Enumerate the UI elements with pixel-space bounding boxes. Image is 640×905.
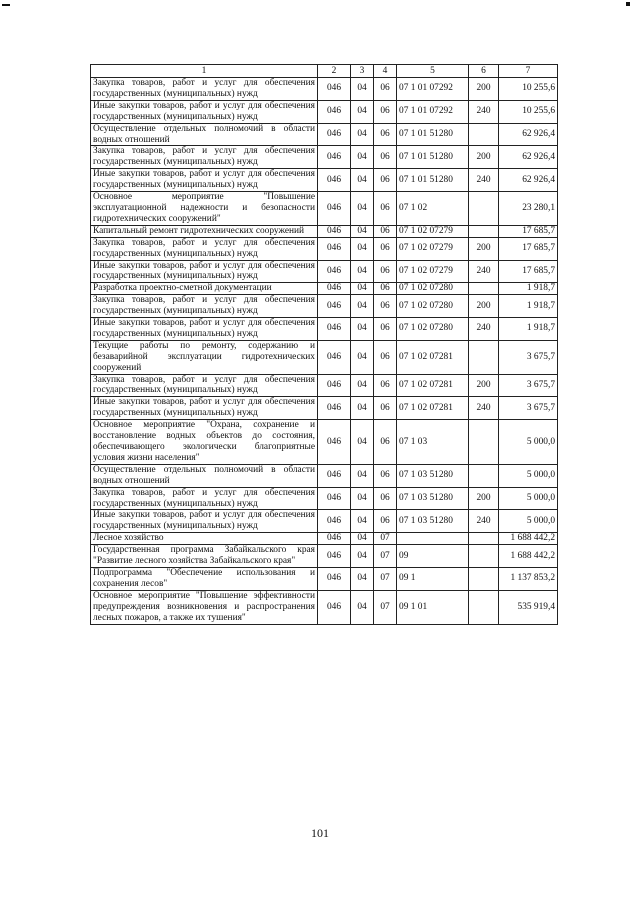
row-amount-cell: 3 675,7 — [499, 397, 558, 420]
table-row — [91, 487, 558, 510]
row-ministry-code-cell: 046 — [318, 567, 351, 590]
table-row — [91, 169, 558, 192]
table-row — [91, 567, 558, 590]
row-ministry-code-cell: 046 — [318, 318, 351, 341]
row-name-cell: Государственная программа Забайкальского края "Развитие лесного хозяйства Забайкальского края" — [91, 545, 318, 568]
row-amount-cell: 1 918,7 — [499, 295, 558, 318]
row-subsection-code-cell: 06 — [374, 237, 397, 260]
table-row — [91, 225, 558, 237]
row-expense-type-cell — [469, 123, 499, 146]
table-row — [91, 260, 558, 283]
row-subsection-code-cell: 06 — [374, 146, 397, 169]
row-name-cell: Закупка товаров, работ и услуг для обеспечения государственных (муниципальных) нужд — [91, 374, 318, 397]
page-number: 101 — [311, 826, 329, 840]
row-ministry-code-cell: 046 — [318, 533, 351, 545]
row-amount-cell: 3 675,7 — [499, 340, 558, 374]
row-target-article-cell: 07 1 02 07279 — [397, 225, 469, 237]
row-amount-cell: 62 926,4 — [499, 123, 558, 146]
row-subsection-code-cell: 06 — [374, 487, 397, 510]
row-name-cell: Иные закупки товаров, работ и услуг для обеспечения государственных (муниципальных) нужд — [91, 510, 318, 533]
table-row — [91, 146, 558, 169]
row-ministry-code-cell: 046 — [318, 420, 351, 465]
row-ministry-code-cell: 046 — [318, 397, 351, 420]
row-subsection-code-cell: 06 — [374, 340, 397, 374]
row-section-code-cell: 04 — [351, 78, 374, 101]
row-amount-cell: 10 255,6 — [499, 100, 558, 123]
row-target-article-cell: 07 1 01 51280 — [397, 123, 469, 146]
row-subsection-code-cell: 06 — [374, 397, 397, 420]
budget-table-container — [90, 64, 557, 625]
row-target-article-cell: 07 1 02 07280 — [397, 295, 469, 318]
row-target-article-cell: 07 1 03 51280 — [397, 487, 469, 510]
column-header: 4 — [374, 65, 397, 78]
row-section-code-cell: 04 — [351, 295, 374, 318]
row-amount-cell: 17 685,7 — [499, 237, 558, 260]
row-section-code-cell: 04 — [351, 192, 374, 226]
row-expense-type-cell — [469, 192, 499, 226]
row-name-cell: Иные закупки товаров, работ и услуг для обеспечения государственных (муниципальных) нужд — [91, 260, 318, 283]
row-name-cell: Разработка проектно-сметной документации — [91, 283, 318, 295]
row-expense-type-cell — [469, 283, 499, 295]
row-subsection-code-cell: 06 — [374, 169, 397, 192]
row-section-code-cell: 04 — [351, 225, 374, 237]
row-name-cell: Закупка товаров, работ и услуг для обеспечения государственных (муниципальных) нужд — [91, 295, 318, 318]
row-section-code-cell: 04 — [351, 397, 374, 420]
row-ministry-code-cell: 046 — [318, 169, 351, 192]
row-ministry-code-cell: 046 — [318, 260, 351, 283]
row-expense-type-cell — [469, 225, 499, 237]
row-name-cell: Основное мероприятие "Повышение эффективности предупреждения возникновения и распространения лесных пожаров, а также их тушения" — [91, 590, 318, 624]
row-subsection-code-cell: 06 — [374, 510, 397, 533]
row-subsection-code-cell: 07 — [374, 567, 397, 590]
row-expense-type-cell — [469, 464, 499, 487]
budget-table — [90, 64, 558, 625]
table-row — [91, 295, 558, 318]
row-section-code-cell: 04 — [351, 340, 374, 374]
row-ministry-code-cell: 046 — [318, 340, 351, 374]
row-subsection-code-cell: 06 — [374, 225, 397, 237]
row-name-cell: Закупка товаров, работ и услуг для обеспечения государственных (муниципальных) нужд — [91, 237, 318, 260]
scan-mark — [2, 4, 10, 6]
row-target-article-cell: 07 1 02 07281 — [397, 397, 469, 420]
row-ministry-code-cell: 046 — [318, 100, 351, 123]
row-section-code-cell: 04 — [351, 567, 374, 590]
table-row — [91, 123, 558, 146]
row-expense-type-cell: 240 — [469, 260, 499, 283]
row-subsection-code-cell: 06 — [374, 100, 397, 123]
row-amount-cell: 10 255,6 — [499, 78, 558, 101]
row-subsection-code-cell: 06 — [374, 260, 397, 283]
row-amount-cell: 3 675,7 — [499, 374, 558, 397]
table-row — [91, 464, 558, 487]
table-row — [91, 192, 558, 226]
row-section-code-cell: 04 — [351, 237, 374, 260]
row-amount-cell: 1 918,7 — [499, 318, 558, 341]
row-target-article-cell: 09 1 — [397, 567, 469, 590]
row-name-cell: Основное мероприятие "Повышение эксплуатационной надежности и безопасности гидротехнических сооружений" — [91, 192, 318, 226]
row-ministry-code-cell: 046 — [318, 237, 351, 260]
row-target-article-cell: 07 1 03 — [397, 420, 469, 465]
column-header: 6 — [469, 65, 499, 78]
row-expense-type-cell — [469, 545, 499, 568]
row-target-article-cell: 07 1 01 07292 — [397, 78, 469, 101]
row-section-code-cell: 04 — [351, 283, 374, 295]
row-subsection-code-cell: 06 — [374, 283, 397, 295]
row-amount-cell: 23 280,1 — [499, 192, 558, 226]
table-row — [91, 545, 558, 568]
row-target-article-cell: 07 1 02 07280 — [397, 283, 469, 295]
row-target-article-cell: 09 1 01 — [397, 590, 469, 624]
row-section-code-cell: 04 — [351, 318, 374, 341]
table-row — [91, 533, 558, 545]
table-row — [91, 340, 558, 374]
row-ministry-code-cell: 046 — [318, 78, 351, 101]
row-expense-type-cell: 240 — [469, 318, 499, 341]
row-expense-type-cell: 240 — [469, 169, 499, 192]
row-name-cell: Иные закупки товаров, работ и услуг для обеспечения государственных (муниципальных) нужд — [91, 397, 318, 420]
row-subsection-code-cell: 06 — [374, 464, 397, 487]
row-target-article-cell: 07 1 01 07292 — [397, 100, 469, 123]
row-amount-cell: 5 000,0 — [499, 510, 558, 533]
table-row — [91, 420, 558, 465]
row-ministry-code-cell: 046 — [318, 545, 351, 568]
row-name-cell: Лесное хозяйство — [91, 533, 318, 545]
row-ministry-code-cell: 046 — [318, 283, 351, 295]
row-expense-type-cell — [469, 567, 499, 590]
row-subsection-code-cell: 06 — [374, 374, 397, 397]
row-section-code-cell: 04 — [351, 146, 374, 169]
row-target-article-cell: 07 1 02 07279 — [397, 237, 469, 260]
row-ministry-code-cell: 046 — [318, 295, 351, 318]
column-header: 1 — [91, 65, 318, 78]
row-section-code-cell: 04 — [351, 533, 374, 545]
row-section-code-cell: 04 — [351, 487, 374, 510]
row-subsection-code-cell: 07 — [374, 590, 397, 624]
row-section-code-cell: 04 — [351, 374, 374, 397]
row-ministry-code-cell: 046 — [318, 192, 351, 226]
scan-mark — [626, 2, 630, 6]
row-name-cell: Иные закупки товаров, работ и услуг для обеспечения государственных (муниципальных) нужд — [91, 100, 318, 123]
row-subsection-code-cell: 07 — [374, 533, 397, 545]
row-target-article-cell: 07 1 01 51280 — [397, 146, 469, 169]
row-name-cell: Иные закупки товаров, работ и услуг для обеспечения государственных (муниципальных) нужд — [91, 169, 318, 192]
row-section-code-cell: 04 — [351, 169, 374, 192]
row-expense-type-cell: 200 — [469, 374, 499, 397]
table-row — [91, 397, 558, 420]
row-section-code-cell: 04 — [351, 545, 374, 568]
row-ministry-code-cell: 046 — [318, 374, 351, 397]
row-target-article-cell — [397, 533, 469, 545]
row-name-cell: Закупка товаров, работ и услуг для обеспечения государственных (муниципальных) нужд — [91, 487, 318, 510]
row-name-cell: Осуществление отдельных полномочий в области водных отношений — [91, 464, 318, 487]
table-row — [91, 78, 558, 101]
row-subsection-code-cell: 06 — [374, 123, 397, 146]
row-expense-type-cell: 240 — [469, 510, 499, 533]
table-row — [91, 100, 558, 123]
row-subsection-code-cell: 07 — [374, 545, 397, 568]
row-target-article-cell: 07 1 02 07280 — [397, 318, 469, 341]
row-section-code-cell: 04 — [351, 100, 374, 123]
column-header: 3 — [351, 65, 374, 78]
row-ministry-code-cell: 046 — [318, 464, 351, 487]
table-row — [91, 590, 558, 624]
row-expense-type-cell: 240 — [469, 397, 499, 420]
row-subsection-code-cell: 06 — [374, 192, 397, 226]
table-row — [91, 283, 558, 295]
row-amount-cell: 5 000,0 — [499, 464, 558, 487]
table-row — [91, 510, 558, 533]
table-row — [91, 374, 558, 397]
table-row — [91, 318, 558, 341]
row-subsection-code-cell: 06 — [374, 78, 397, 101]
row-ministry-code-cell: 046 — [318, 146, 351, 169]
row-section-code-cell: 04 — [351, 510, 374, 533]
row-name-cell: Основное мероприятие "Охрана, сохранение и восстановление водных объектов до состояния, обеспечивающего экологически благоприятные условия жизни населения" — [91, 420, 318, 465]
row-amount-cell: 1 688 442,2 — [499, 545, 558, 568]
column-header: 5 — [397, 65, 469, 78]
row-expense-type-cell: 200 — [469, 78, 499, 101]
column-header: 2 — [318, 65, 351, 78]
row-ministry-code-cell: 046 — [318, 487, 351, 510]
row-name-cell: Подпрограмма "Обеспечение использования и сохранения лесов" — [91, 567, 318, 590]
row-ministry-code-cell: 046 — [318, 510, 351, 533]
row-subsection-code-cell: 06 — [374, 295, 397, 318]
row-target-article-cell: 07 1 02 07279 — [397, 260, 469, 283]
row-target-article-cell: 07 1 03 51280 — [397, 464, 469, 487]
row-amount-cell: 5 000,0 — [499, 487, 558, 510]
row-ministry-code-cell: 046 — [318, 123, 351, 146]
row-expense-type-cell — [469, 340, 499, 374]
row-target-article-cell: 07 1 03 51280 — [397, 510, 469, 533]
row-amount-cell: 62 926,4 — [499, 146, 558, 169]
row-expense-type-cell: 240 — [469, 100, 499, 123]
row-ministry-code-cell: 046 — [318, 590, 351, 624]
row-expense-type-cell: 200 — [469, 487, 499, 510]
row-subsection-code-cell: 06 — [374, 420, 397, 465]
row-target-article-cell: 07 1 02 07281 — [397, 340, 469, 374]
row-expense-type-cell — [469, 533, 499, 545]
column-header: 7 — [499, 65, 558, 78]
row-amount-cell: 17 685,7 — [499, 260, 558, 283]
row-target-article-cell: 09 — [397, 545, 469, 568]
row-target-article-cell: 07 1 02 — [397, 192, 469, 226]
row-expense-type-cell: 200 — [469, 295, 499, 318]
row-amount-cell: 62 926,4 — [499, 169, 558, 192]
row-ministry-code-cell: 046 — [318, 225, 351, 237]
row-amount-cell: 17 685,7 — [499, 225, 558, 237]
row-amount-cell: 5 000,0 — [499, 420, 558, 465]
row-target-article-cell: 07 1 02 07281 — [397, 374, 469, 397]
row-amount-cell: 535 919,4 — [499, 590, 558, 624]
row-section-code-cell: 04 — [351, 260, 374, 283]
row-subsection-code-cell: 06 — [374, 318, 397, 341]
row-section-code-cell: 04 — [351, 123, 374, 146]
row-expense-type-cell: 200 — [469, 146, 499, 169]
row-name-cell: Осуществление отдельных полномочий в области водных отношений — [91, 123, 318, 146]
row-name-cell: Иные закупки товаров, работ и услуг для обеспечения государственных (муниципальных) нужд — [91, 318, 318, 341]
row-amount-cell: 1 688 442,2 — [499, 533, 558, 545]
row-name-cell: Капитальный ремонт гидротехнических сооружений — [91, 225, 318, 237]
row-expense-type-cell: 200 — [469, 237, 499, 260]
row-amount-cell: 1 137 853,2 — [499, 567, 558, 590]
row-section-code-cell: 04 — [351, 590, 374, 624]
row-expense-type-cell — [469, 420, 499, 465]
row-expense-type-cell — [469, 590, 499, 624]
row-target-article-cell: 07 1 01 51280 — [397, 169, 469, 192]
row-name-cell: Закупка товаров, работ и услуг для обеспечения государственных (муниципальных) нужд — [91, 78, 318, 101]
table-header-row — [91, 65, 558, 78]
row-name-cell: Текущие работы по ремонту, содержанию и безаварийной эксплуатации гидротехнических сооружений — [91, 340, 318, 374]
row-name-cell: Закупка товаров, работ и услуг для обеспечения государственных (муниципальных) нужд — [91, 146, 318, 169]
row-section-code-cell: 04 — [351, 464, 374, 487]
table-row — [91, 237, 558, 260]
row-amount-cell: 1 918,7 — [499, 283, 558, 295]
row-section-code-cell: 04 — [351, 420, 374, 465]
